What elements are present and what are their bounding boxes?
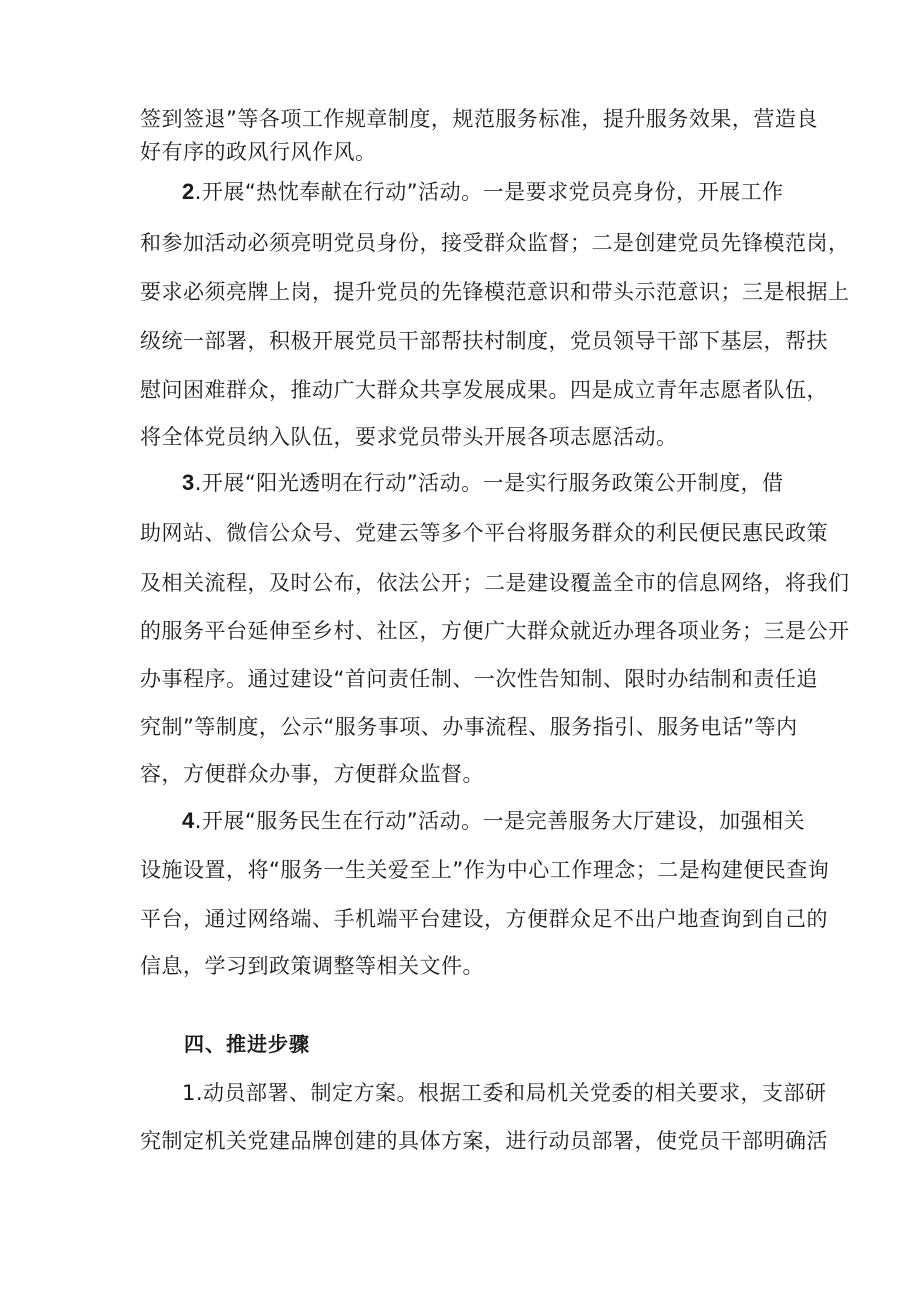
text-line [182, 468, 782, 498]
text-line: 要求必须亮牌上岗，提升党员的先锋模范意识和带头示范意识；三是根据上 [140, 280, 850, 304]
text-line-content: .开展“阳光透明在行动”活动。一是实行服务政策公开制度，借 [194, 471, 784, 495]
item-number: 2 [182, 179, 195, 204]
text-line: 助网站、微信公众号、党建云等多个平台将服务群众的利民便民惠民政策 [140, 521, 828, 545]
section-heading: 四、推进步骤 [184, 1032, 310, 1056]
text-line: 将全体党员纳入队伍，要求党员带头开展各项志愿活动。 [140, 425, 678, 449]
text-line: 的服务平台延伸至乡村、社区，方便广大群众就近办理各项业务；三是公开 [140, 619, 850, 643]
text-line: 信息，学习到政策调整等相关文件。 [140, 954, 484, 978]
item-number: 3 [182, 470, 195, 495]
text-line: 好有序的政风行风作风。 [140, 140, 377, 164]
item-number: 4 [182, 808, 195, 833]
text-line: 签到签退”等各项工作规章制度，规范服务标准，提升服务效果，营造良 [140, 107, 818, 131]
text-line: 平台，通过网络端、手机端平台建设，方便群众足不出户地查询到自己的 [140, 907, 828, 931]
text-line [182, 177, 782, 207]
text-line: 容，方便群众办事，方便群众监督。 [140, 762, 484, 786]
text-line: 究制”等制度，公示“服务事项、办事流程、服务指引、服务电话”等内 [140, 715, 798, 739]
text-line-content: .开展“热忱奉献在行动”活动。一是要求党员亮身份，开展工作 [194, 180, 784, 204]
text-line: 设施设置，将“服务一生关爱至上”作为中心工作理念；二是构建便民查询 [140, 858, 830, 882]
text-line: 及相关流程，及时公布，依法公开；二是建设覆盖全市的信息网络，将我们 [140, 571, 850, 595]
text-line [182, 806, 806, 836]
text-line: 究制定机关党建品牌创建的具体方案，进行动员部署，使党员干部明确活 [140, 1129, 828, 1153]
text-line: 级统一部署，积极开展党员干部帮扶村制度，党员领导干部下基层，帮扶 [140, 329, 828, 353]
text-line: 慰问困难群众，推动广大群众共享发展成果。四是成立青年志愿者队伍， [140, 378, 828, 402]
text-line-content: .开展“服务民生在行动”活动。一是完善服务大厅建设，加强相关 [194, 809, 806, 833]
text-line: 办事程序。通过建设“首问责任制、一次性告知制、限时办结制和责任追 [140, 667, 818, 691]
text-line: 1.动员部署、制定方案。根据工委和局机关党委的相关要求，支部研 [182, 1081, 827, 1105]
text-line: 和参加活动必须亮明党员身份，接受群众监督；二是创建党员先锋模范岗， [140, 231, 850, 255]
